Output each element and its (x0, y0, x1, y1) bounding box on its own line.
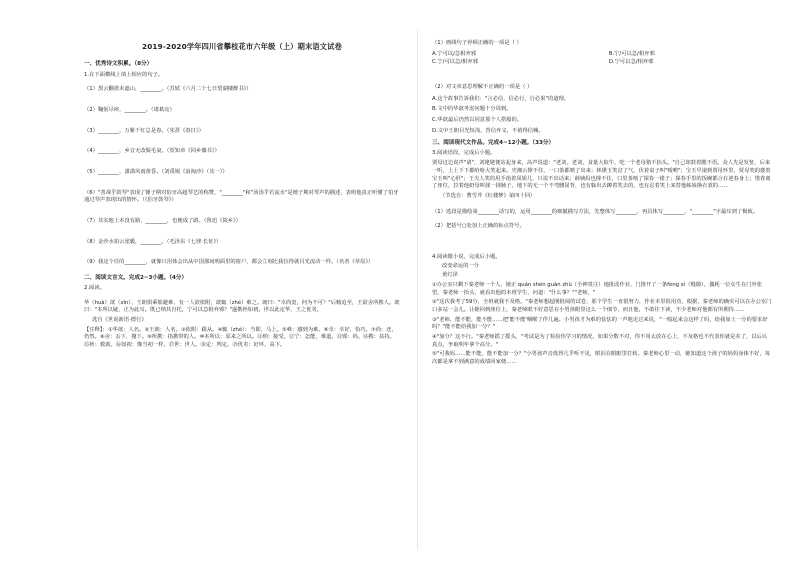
story-title: 改变命运的一分 (442, 262, 480, 269)
question-3-options-row-2 (432, 59, 772, 67)
question-5-intro: 3.阅读语段，完成后小题。 (432, 150, 496, 157)
option-a: A.宁可以/急相弃邪 (432, 50, 477, 57)
question-1-item-4: （4）________，乡音无改鬓毛衰。（贺知章《回乡偶书》） (84, 148, 220, 155)
right-column (432, 40, 772, 369)
story-author: 黄灯泽 (442, 272, 458, 279)
question-3-options-row-1 (432, 51, 772, 59)
left-column (84, 36, 400, 352)
exam-title: 2019-2020学年四川省攀枝花市六年级（上）期末语文试卷 (142, 42, 342, 51)
question-5-source: （节选自：曹雪芹《红楼梦》第四十回） (440, 192, 536, 199)
question-1-item-3: （3）________，万紫千红总是春。（朱熹《春日》） (84, 127, 204, 134)
classical-passage: 华（huà）歆（xīn）、王朗俱乘船避难，有一人欲依附，歆辄（zhé）难之。朗曰："幸尚宽，何为不可？"后贼追至，王欲舍所携人。歆曰："本所以疑，正为此耳。既已纳其自托，宁可以急相弃邪？"遂携拯如初。世以此定华、王之优劣。 (84, 299, 400, 314)
question-1-item-1: （1）黑云翻墨未遮山，________。（苏轼《六月二十七日望湖楼醉书》） (84, 86, 252, 93)
question-4-option-d: D.文中王朗目光短浅，背信弃义，不值得信赖。 (432, 127, 544, 134)
question-1-item-7: （7）其实地上本没有路，________，也便成了路。（鲁迅《故乡》） (84, 217, 241, 224)
question-1-item-9: （9）我这个任的________，就像只用体会出从中国那间明面里的窗户，都会立刻比我拉得就目光流动一样。（名者《草原》） (84, 259, 374, 266)
question-4-option-c: C.华歆最后仍然以同意那个人搭船的。 (432, 117, 523, 124)
question-5-sub-2: （2）把括号○处加上正确的标点符号。 (432, 223, 525, 230)
question-1-intro: 1.在下面横线上填上相应的句子。 (84, 71, 164, 78)
section-2-heading: 二、阅读文言文。完成2~3小题。（4分） (84, 274, 188, 281)
question-5-passage: 贾母这边说声"请"，刘姥姥便站起身来，高声说道："老刘，老刘，食量大似牛，吃一个老母猪不抬头。"自己却鼓着腮不语。众人先是发怔，后来一听，上上下下都哈哈大笑起来。史湘云撑不住，一口茶都喷了出来；林黛玉笑岔了气，伏着桌子叫"嗳哟"；宝玉早滚到贾母怀里，贾母笑的搂着宝玉叫"心肝"；王夫人笑的用手指着凤姐儿，只说不出话来；薛姨妈也撑不住，口里茶喷了探春一裙子；探春手里的饭碗都合在迎春身上；惜春离了座位，拉着他奶母叫揉一揉肠子。地下的无一个不弯腰屈背，也有躲出去蹲着笑去的，也有忍着笑上来替他姊妹换衣裳的…… (432, 160, 771, 190)
question-1-item-8: （8）金沙水拍云崖暖，________。（毛泽东《七律·长征》） (84, 238, 222, 245)
question-6-intro: 4.阅读微小说，完成后小题。 (432, 253, 501, 260)
question-5-sub-1: （1）选段是描绘第________话写的，运用________的细腻描写方法，先整体写________，再具体写________，"________"字最耳到了极致。 (432, 208, 759, 215)
section-3-heading: 三、阅读现代文作品。完成4~12小题。（33分） (432, 140, 555, 147)
question-1-item-5: （5）________，潇潇风雨黄昏。（刘禹锡《浪淘沙》（其一）） (84, 168, 228, 175)
story-paragraph-4: ④"加分？这不行。"秦老师摇了摇头，"考试是为了检验你学习的情况，如果分数不对，你不用太放在心上，不及格也不代表你就是差了，以后认真点，争取明年拿个高分。" (432, 333, 768, 348)
question-3-label: （1）画线句子停顿正确的一项是（ ） (432, 40, 522, 46)
question-1-item-2: （2）鞠躬尽瘁，________。（诸葛亮） (84, 106, 175, 113)
story-paragraph-2: ②"这次我考了59分，全班就我不及格。"秦老师想起刚批阅的试卷，那个学生一直很努力，作业本里很用功，根据，秦老师的确实可以在办公室门口多站一会儿。让她回到座位上，秦老师眼不好意思在小男孩眼里这么一个细节，而且他，不敢往下读，不少老师对他都有所期待…… (432, 299, 772, 313)
story-paragraph-5: ⑤"可我妈……能不能，能不能加一分？"小男孩声音低得几乎听不见，眼泪在眼眶里打转。秦老师心里一动，她知道这个孩子的妈妈身体不好，每次都是拿不到满意的成绩回家便…… (432, 351, 771, 365)
passage-notes: 【注释】：①华歆：人名。②王朗：人名。③依附：跟从。④辄（zhé）：当即，马上。⑤难：感到为难。⑥幸：幸好，恰巧。⑦尚：还，仍然。⑧舍：丢下，抛下。⑨所携：指携带的人。⑩本所以：原来之所以。⑪纳：接受。⑫宁：怎能，难道。⑬邪：吗。⑭携：扶持。⑮拯：救助。⑯如初：像当初一样。⑰世：世人。⑱定：判定。⑲优劣：好坏，高下。 (84, 326, 397, 349)
question-1-item-6: （6）"善哉乎鼓琴"表现了锺子期对伯牙高超琴艺的称赞，"________"和"汤汤乎若流水"是锺子期对琴声的描述，表明他真正听懂了伯牙通过琴声表现出的情怀。（《伯牙鼓琴》） (84, 189, 399, 204)
question-4-option-b: B.文中的华歆考虑问题十分周到。 (432, 106, 512, 113)
question-4-label: （2）对文章意思理解不正确的一项是（ ） (432, 84, 533, 91)
story-paragraph-3: ③"老师，能不能，能不能……把'能不能'咽喉了伴几遍。小男孩才为难的怯怯的一声地走过来说，"一般起来会这样了吗，给我加上一分的要求好吗？"能不能给我加一分？" (432, 316, 768, 331)
option-c: C.宁/可以急/相弃邪 (432, 59, 479, 66)
story-paragraph-1: ①办公室只剩下秦老师一个人，她正 quán shén guàn zhù（全神贯注）地批改作业，门推开了一条fèng xì（缝隙），偶耗一位女生在门外张望，秦老师一抬头，就看出他的本班学生，问道："什么事？""老师，" (432, 281, 763, 296)
option-b: B.宁/可以急/相弃邪 (608, 50, 655, 57)
passage-source: 选自《世说新语·德行》 (92, 317, 147, 324)
section-1-heading: 一、优秀诗文积累。（8分） (84, 61, 153, 68)
question-4-option-a: A.这个故事告诉我们："言必信，信必行，行必果"的道理。 (432, 95, 570, 102)
option-d: D.宁可以急/相弃邪 (608, 59, 654, 66)
column-divider (417, 30, 418, 550)
question-2-label: 2.阅读。 (84, 285, 105, 292)
